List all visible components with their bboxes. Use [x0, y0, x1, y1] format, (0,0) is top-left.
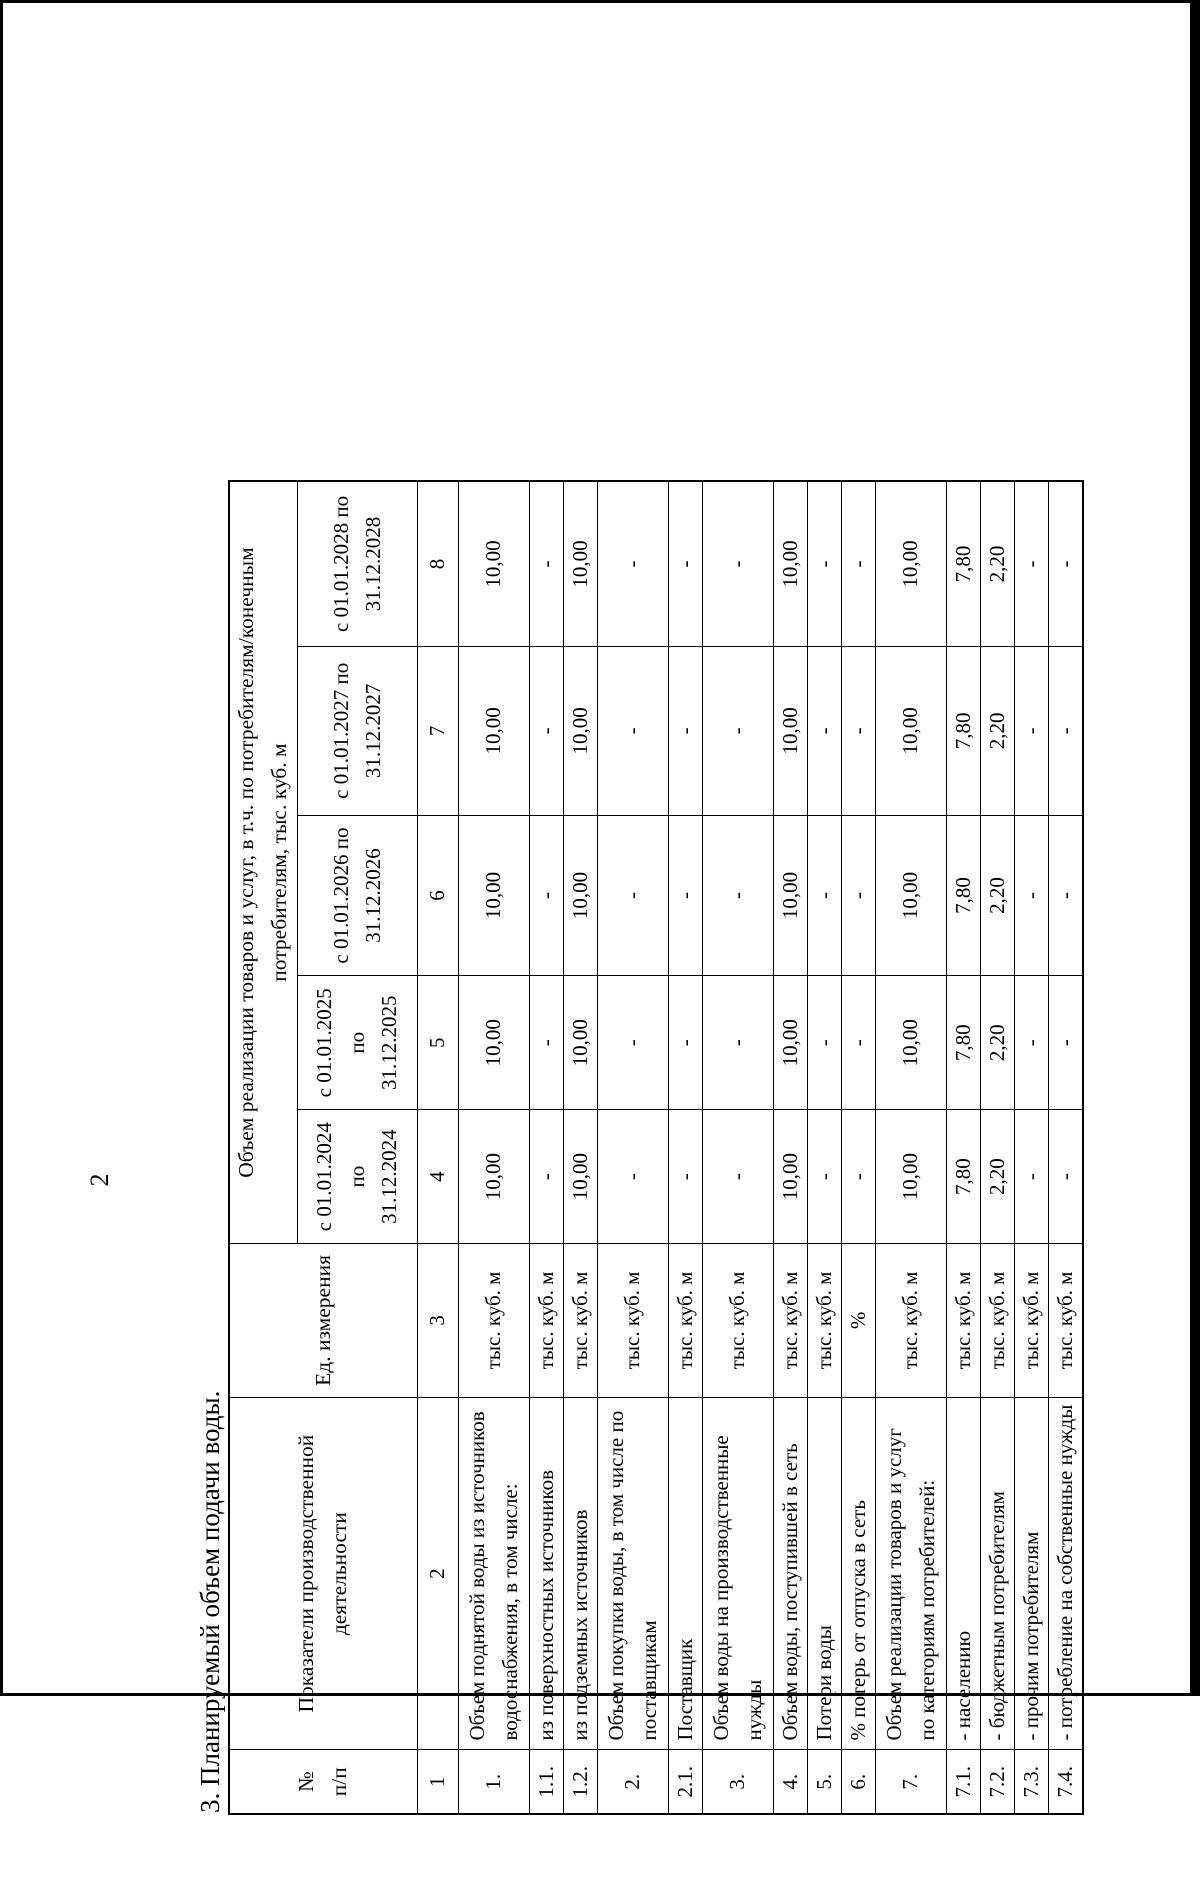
row-unit: %: [841, 1244, 875, 1398]
scan-border-right: [1190, 0, 1200, 1696]
row-value: -: [1048, 1110, 1083, 1244]
row-indicator: Объем воды на производственные нужды: [702, 1397, 773, 1750]
row-num: 5.: [807, 1750, 841, 1814]
row-value: -: [1048, 815, 1083, 976]
row-value: -: [529, 1110, 563, 1244]
row-value: -: [807, 481, 841, 646]
row-value: -: [668, 481, 702, 646]
table-row: [668, 481, 702, 1814]
row-value: -: [841, 815, 875, 976]
row-value: 7,80: [946, 1110, 980, 1244]
row-num: 7.3.: [1014, 1750, 1048, 1814]
row-value: -: [1014, 815, 1048, 976]
row-indicator: - бюджетным потребителям: [980, 1397, 1014, 1750]
table-row: [563, 481, 597, 1814]
row-unit: тыс. куб. м: [529, 1244, 563, 1398]
scan-border-left: [0, 0, 3, 1696]
row-indicator: Объем воды, поступившей в сеть: [773, 1397, 807, 1750]
row-num: 7.: [875, 1750, 946, 1814]
row-value: -: [807, 815, 841, 976]
row-indicator: - потребление на собственные нужды: [1048, 1397, 1083, 1750]
row-num: 4.: [773, 1750, 807, 1814]
row-value: -: [668, 815, 702, 976]
scan-border-top: [0, 0, 1200, 3]
header-period: с 01.01.2027 по 31.12.2027: [297, 646, 417, 815]
row-unit: тыс. куб. м: [563, 1244, 597, 1398]
row-value: 10,00: [875, 481, 946, 646]
page-number: 2: [85, 1173, 114, 1187]
row-value: -: [702, 1110, 773, 1244]
row-value: 2,20: [980, 815, 1014, 976]
table-row: [1048, 481, 1083, 1814]
row-indicator: Объем покупки воды, в том числе по поставщикам: [597, 1397, 668, 1750]
column-index: 5: [417, 976, 458, 1110]
row-indicator: из подземных источников: [563, 1397, 597, 1750]
row-value: -: [1048, 646, 1083, 815]
row-value: 10,00: [875, 976, 946, 1110]
row-value: 10,00: [773, 646, 807, 815]
table-row: [597, 481, 668, 1814]
table-row: [1014, 481, 1048, 1814]
row-value: -: [597, 481, 668, 646]
row-value: -: [807, 646, 841, 815]
row-value: -: [529, 646, 563, 815]
header-num: [229, 1750, 417, 1814]
column-index: 2: [417, 1397, 458, 1750]
table-row: [807, 481, 841, 1814]
row-value: 2,20: [980, 646, 1014, 815]
row-value: 10,00: [875, 815, 946, 976]
row-indicator: Объем реализации товаров и услуг по категориям потребителей:: [875, 1397, 946, 1750]
row-value: 7,80: [946, 976, 980, 1110]
header-indicator: Показатели производственной деятельности: [229, 1397, 417, 1750]
row-num: 1.1.: [529, 1750, 563, 1814]
row-value: 2,20: [980, 1110, 1014, 1244]
column-index: 7: [417, 646, 458, 815]
row-num: 2.: [597, 1750, 668, 1814]
row-value: -: [1014, 976, 1048, 1110]
column-index: 6: [417, 815, 458, 976]
row-value: 10,00: [563, 481, 597, 646]
row-value: 10,00: [773, 815, 807, 976]
row-value: 10,00: [458, 1110, 529, 1244]
row-unit: тыс. куб. м: [773, 1244, 807, 1398]
row-unit: тыс. куб. м: [980, 1244, 1014, 1398]
row-value: -: [529, 976, 563, 1110]
row-value: -: [1014, 646, 1048, 815]
row-unit: тыс. куб. м: [668, 1244, 702, 1398]
row-value: -: [702, 976, 773, 1110]
table-row: [529, 481, 563, 1814]
row-value: -: [807, 976, 841, 1110]
row-unit: тыс. куб. м: [702, 1244, 773, 1398]
row-value: 10,00: [458, 815, 529, 976]
row-indicator: Потери воды: [807, 1397, 841, 1750]
row-unit: тыс. куб. м: [875, 1244, 946, 1398]
row-value: 10,00: [458, 976, 529, 1110]
row-unit: тыс. куб. м: [1014, 1244, 1048, 1398]
row-value: 10,00: [563, 976, 597, 1110]
row-num: 7.2.: [980, 1750, 1014, 1814]
row-value: 10,00: [773, 1110, 807, 1244]
table-row: [841, 481, 875, 1814]
row-value: -: [597, 646, 668, 815]
table-row: [875, 481, 946, 1814]
row-value: 10,00: [875, 646, 946, 815]
row-value: -: [668, 1110, 702, 1244]
table-row: [702, 481, 773, 1814]
row-value: -: [597, 815, 668, 976]
row-value: 2,20: [980, 976, 1014, 1110]
row-num: 7.4.: [1048, 1750, 1083, 1814]
header-num-line1: №: [294, 1771, 318, 1792]
row-unit: тыс. куб. м: [807, 1244, 841, 1398]
row-value: -: [841, 481, 875, 646]
row-num: 3.: [702, 1750, 773, 1814]
row-value: -: [1048, 481, 1083, 646]
row-indicator: - прочим потребителям: [1014, 1397, 1048, 1750]
header-unit: Ед. измерения: [229, 1244, 417, 1398]
table-row: [458, 481, 529, 1814]
row-indicator: Объем поднятой воды из источников водоснабжения, в том числе:: [458, 1397, 529, 1750]
row-value: -: [841, 976, 875, 1110]
water-supply-table: [228, 480, 1084, 1815]
row-num: 1.2.: [563, 1750, 597, 1814]
row-num: 2.1.: [668, 1750, 702, 1814]
row-value: -: [597, 1110, 668, 1244]
header-period: с 01.01.2025 по 31.12.2025: [297, 976, 417, 1110]
row-value: 10,00: [773, 481, 807, 646]
row-value: -: [702, 481, 773, 646]
row-value: -: [529, 481, 563, 646]
table-row: [980, 481, 1014, 1814]
row-value: 7,80: [946, 815, 980, 976]
row-unit: тыс. куб. м: [597, 1244, 668, 1398]
header-period: с 01.01.2026 по 31.12.2026: [297, 815, 417, 976]
row-value: -: [668, 646, 702, 815]
column-index: 3: [417, 1244, 458, 1398]
header-period: с 01.01.2024 по 31.12.2024: [297, 1110, 417, 1244]
column-index: 4: [417, 1110, 458, 1244]
table-row: [773, 481, 807, 1814]
row-value: 10,00: [773, 976, 807, 1110]
row-value: -: [1048, 976, 1083, 1110]
row-indicator: % потерь от отпуска в сеть: [841, 1397, 875, 1750]
row-value: 10,00: [458, 481, 529, 646]
row-value: 10,00: [875, 1110, 946, 1244]
row-num: 6.: [841, 1750, 875, 1814]
header-group: Объем реализации товаров и услуг, в т.ч. по потребителям/конечным потребителям, тыс. куб. м: [229, 481, 297, 1244]
row-num: 7.1.: [946, 1750, 980, 1814]
section-title: 3. Планируемый объем подачи воды.: [195, 1390, 225, 1813]
row-value: 10,00: [563, 1110, 597, 1244]
row-indicator: Поставщик: [668, 1397, 702, 1750]
row-value: 10,00: [458, 646, 529, 815]
row-value: 7,80: [946, 481, 980, 646]
row-unit: тыс. куб. м: [458, 1244, 529, 1398]
row-value: -: [841, 1110, 875, 1244]
column-index: 8: [417, 481, 458, 646]
row-value: 10,00: [563, 815, 597, 976]
row-value: -: [668, 976, 702, 1110]
column-index: 1: [417, 1750, 458, 1814]
row-value: -: [1014, 481, 1048, 646]
row-unit: тыс. куб. м: [1048, 1244, 1083, 1398]
row-value: -: [529, 815, 563, 976]
header-period: с 01.01.2028 по 31.12.2028: [297, 481, 417, 646]
row-num: 1.: [458, 1750, 529, 1814]
row-value: 2,20: [980, 481, 1014, 646]
row-value: -: [597, 976, 668, 1110]
header-num-line2: п/п: [327, 1767, 352, 1797]
row-value: 10,00: [563, 646, 597, 815]
row-unit: тыс. куб. м: [946, 1244, 980, 1398]
row-value: -: [702, 815, 773, 976]
table-row: [946, 481, 980, 1814]
row-indicator: - населению: [946, 1397, 980, 1750]
rotated-document: [60, 470, 1077, 1890]
row-value: -: [841, 646, 875, 815]
row-value: 7,80: [946, 646, 980, 815]
row-indicator: из поверхностных источников: [529, 1397, 563, 1750]
row-value: -: [807, 1110, 841, 1244]
row-value: -: [702, 646, 773, 815]
row-value: -: [1014, 1110, 1048, 1244]
